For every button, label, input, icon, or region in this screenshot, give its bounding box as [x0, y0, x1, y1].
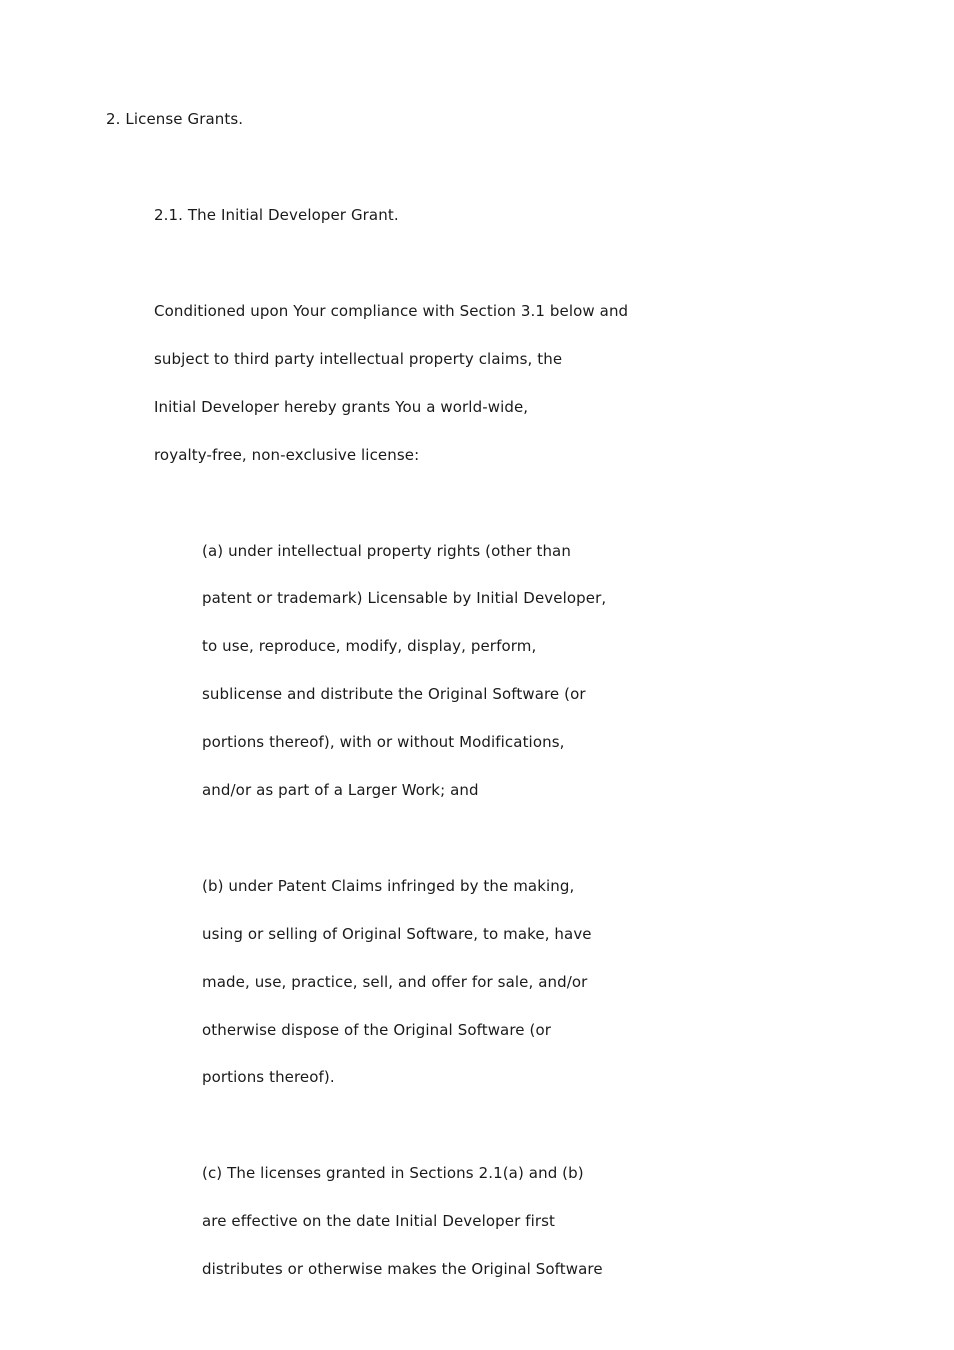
paragraph-line: distributes or otherwise makes the Original Software: [202, 1260, 603, 1278]
section-heading: 2. License Grants.: [106, 110, 244, 128]
paragraph-line: portions thereof), with or without Modifications,: [202, 733, 565, 751]
paragraph-line: royalty-free, non-exclusive license:: [154, 446, 420, 464]
paragraph-line: using or selling of Original Software, to make, have: [202, 925, 592, 943]
paragraph-line: made, use, practice, sell, and offer for sale, and/or: [202, 973, 588, 991]
subsection-heading: 2.1. The Initial Developer Grant.: [154, 206, 399, 224]
paragraph-line: (a) under intellectual property rights (other than: [202, 542, 571, 560]
paragraph-line: (b) under Patent Claims infringed by the making,: [202, 877, 575, 895]
paragraph-line: Conditioned upon Your compliance with Section 3.1 below and: [154, 302, 629, 320]
paragraph-line: (c) The licenses granted in Sections 2.1(a) and (b): [202, 1164, 584, 1182]
paragraph-line: are effective on the date Initial Developer first: [202, 1212, 556, 1230]
paragraph-line: portions thereof).: [202, 1068, 335, 1086]
paragraph-line: sublicense and distribute the Original Software (or: [202, 685, 586, 703]
paragraph-line: Initial Developer hereby grants You a world-wide,: [154, 398, 529, 416]
paragraph-line: patent or trademark) Licensable by Initial Developer,: [202, 589, 607, 607]
paragraph-line: and/or as part of a Larger Work; and: [202, 781, 479, 799]
paragraph-line: otherwise dispose of the Original Software (or: [202, 1021, 551, 1039]
paragraph-line: to use, reproduce, modify, display, perform,: [202, 637, 537, 655]
paragraph-line: subject to third party intellectual property claims, the: [154, 350, 563, 368]
